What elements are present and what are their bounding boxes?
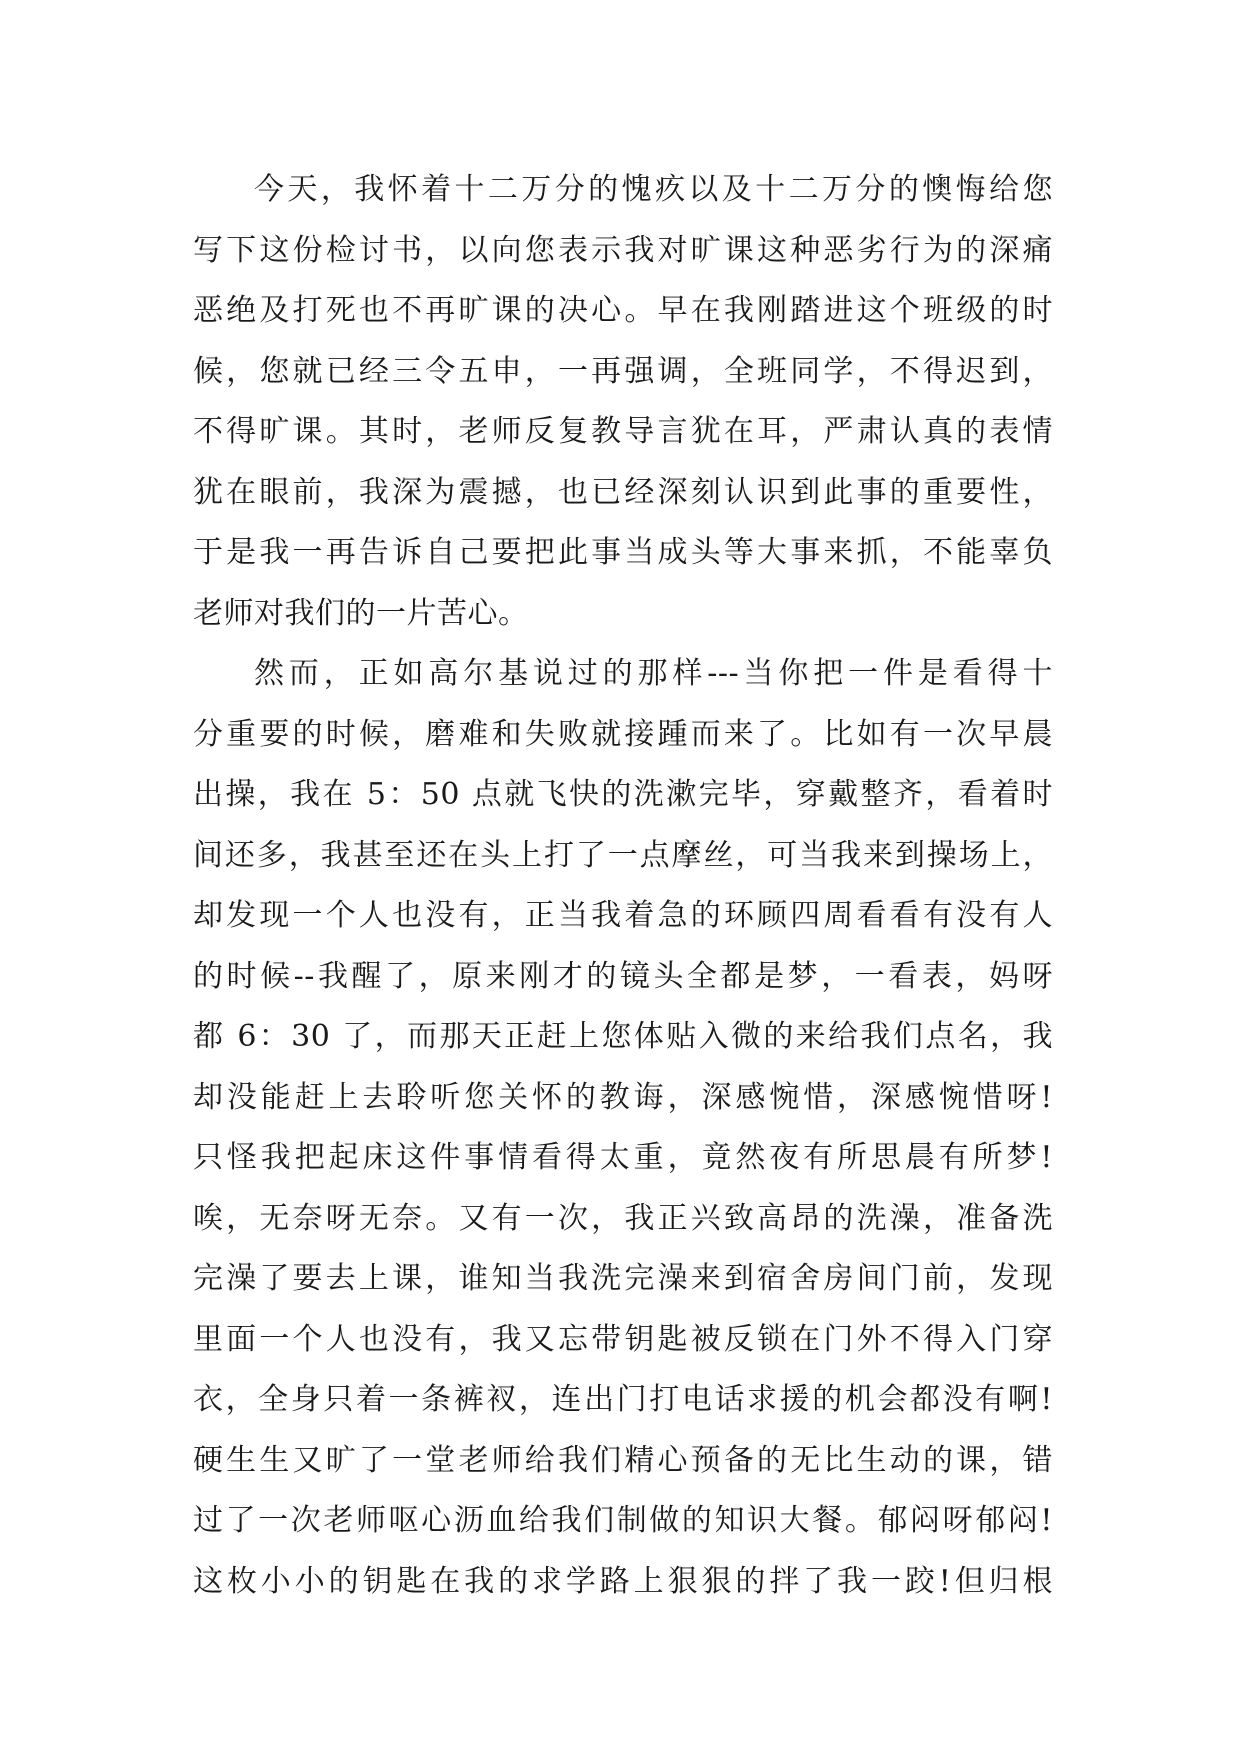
text-line: 恶绝及打死也不再旷课的决心。早在我刚踏进这个班级的时	[193, 293, 1053, 328]
text-line: 却没能赶上去聆听您关怀的教诲，深感惋惜，深感惋惜呀!	[193, 1079, 1053, 1115]
text-line: 完澡了要去上课，谁知当我洗完澡来到宿舍房间门前，发现	[193, 1261, 1053, 1296]
text-line: 里面一个人也没有，我又忘带钥匙被反锁在门外不得入门穿	[193, 1321, 1053, 1357]
text-line: 然而，正如高尔基说过的那样---当你把一件是看得十	[254, 656, 1053, 691]
text-line: 候，您就已经三令五申，一再强调，全班同学，不得迟到，	[193, 353, 1053, 389]
text-line: 写下这份检讨书，以向您表示我对旷课这种恶劣行为的深痛	[193, 232, 1053, 268]
document-body	[193, 160, 1053, 1612]
text-line: 不得旷课。其时，老师反复教导言犹在耳，严肃认真的表情	[193, 414, 1053, 449]
text-line: 硬生生又旷了一堂老师给我们精心预备的无比生动的课，错	[193, 1442, 1053, 1478]
paragraph-1	[193, 160, 1053, 644]
text-line: 都 6：30 了，而那天正赶上您体贴入微的来给我们点名，我	[193, 1019, 1053, 1054]
text-line: 衣，全身只着一条裤衩，连出门打电话求援的机会都没有啊!	[193, 1382, 1053, 1417]
text-line: 间还多，我甚至还在头上打了一点摩丝，可当我来到操场上，	[193, 837, 1053, 873]
text-line: 的时候--我醒了，原来刚才的镜头全都是梦，一看表，妈呀	[193, 958, 1053, 994]
text-line: 分重要的时候，磨难和失败就接踵而来了。比如有一次早晨	[193, 716, 1053, 752]
paragraph-2	[193, 644, 1053, 1612]
text-line: 犹在眼前，我深为震撼，也已经深刻认识到此事的重要性，	[193, 474, 1053, 510]
text-line: 于是我一再告诉自己要把此事当成头等大事来抓，不能辜负	[193, 535, 1053, 570]
text-line: 这枚小小的钥匙在我的求学路上狠狠的拌了我一跤!但归根	[193, 1563, 1053, 1599]
text-line: 唉，无奈呀无奈。又有一次，我正兴致高昂的洗澡，准备洗	[193, 1200, 1053, 1236]
text-line: 老师对我们的一片苦心。	[193, 595, 529, 631]
text-line: 出操，我在 5：50 点就飞快的洗漱完毕，穿戴整齐，看着时	[193, 777, 1053, 812]
text-line: 过了一次老师呕心沥血给我们制做的知识大餐。郁闷呀郁闷!	[193, 1503, 1053, 1538]
text-line: 只怪我把起床这件事情看得太重，竟然夜有所思晨有所梦!	[193, 1140, 1053, 1175]
text-line: 却发现一个人也没有，正当我着急的环顾四周看看有没有人	[193, 898, 1053, 933]
text-line: 今天，我怀着十二万分的愧疚以及十二万分的懊悔给您	[254, 172, 1053, 207]
